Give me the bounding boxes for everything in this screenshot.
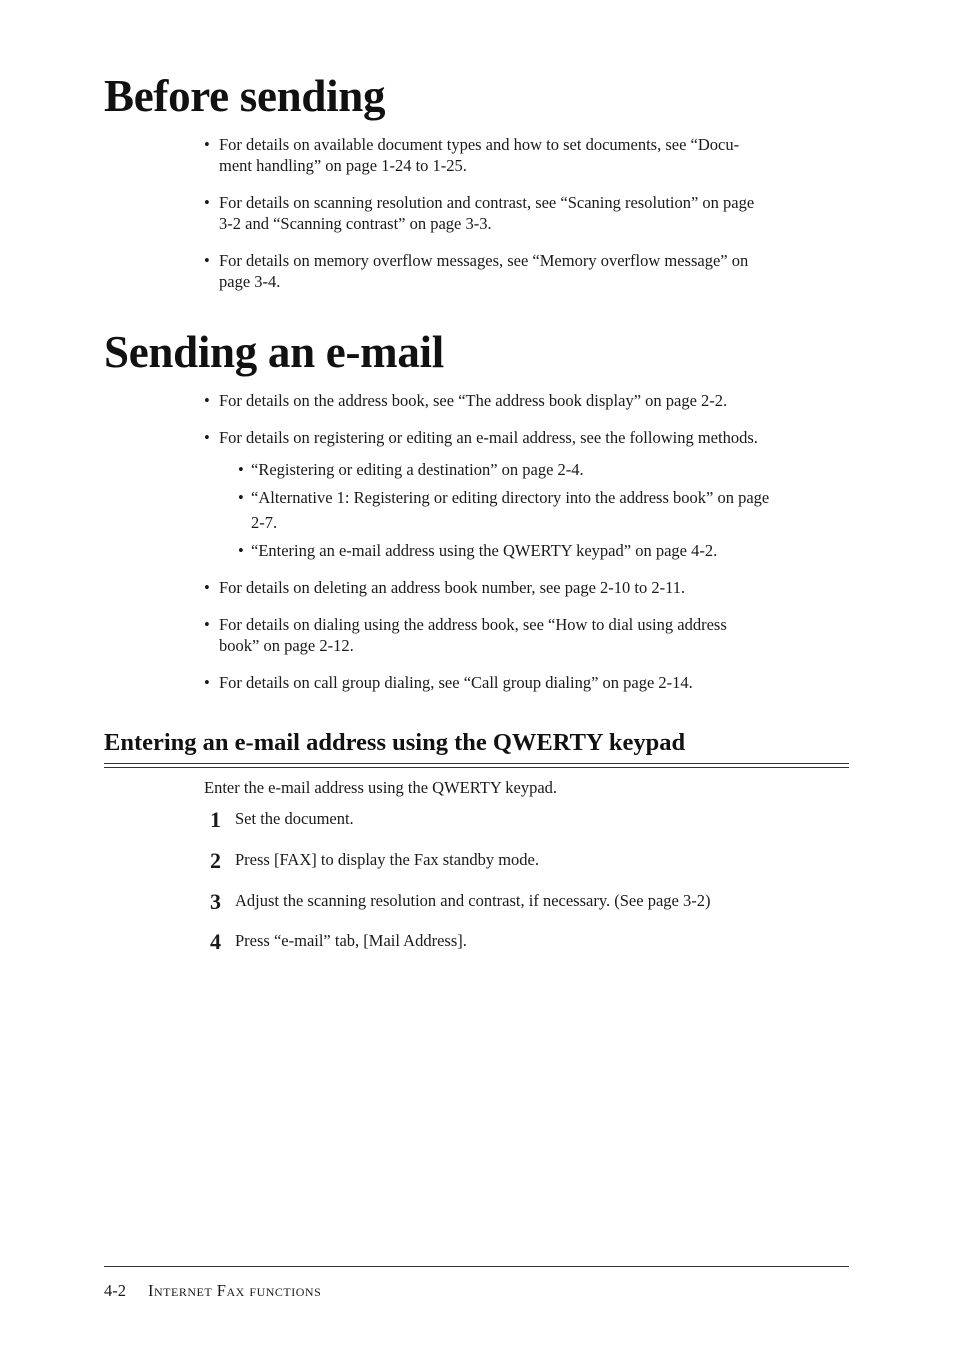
list-item: • For details on registering or editing an e-mail address, see the following methods. [204, 427, 854, 448]
step-number: 1 [210, 807, 221, 832]
footer-rule [104, 1266, 849, 1267]
step-text: Press “e-mail” tab, [Mail Address]. [235, 931, 467, 950]
step-number: 2 [210, 848, 221, 873]
chapter-title: Internet Fax functions [148, 1281, 322, 1300]
step-text: Set the document. [235, 809, 354, 828]
list-item: • For details on dialing using the address book, see “How to dial using address book” on page 2-12. [204, 614, 854, 656]
heading-rule-bottom [104, 767, 849, 768]
heading-sending-an-email: Sending an e-mail [104, 327, 444, 377]
sub-list-item: • “Registering or editing a destination” on page 2-4. [204, 459, 854, 480]
step-3 [204, 890, 854, 918]
list-item: • For details on deleting an address book number, see page 2-10 to 2-11. [204, 577, 854, 598]
sub-list-item: • “Entering an e-mail address using the QWERTY keypad” on page 4-2. [204, 540, 854, 561]
sub-list-item: • “Alternative 1: Registering or editing directory into the address book” on page 2-7. [204, 485, 854, 535]
step-number: 3 [210, 889, 221, 914]
heading-before-sending: Before sending [104, 71, 386, 121]
qwerty-intro-text: Enter the e-mail address using the QWERTY keypad. [204, 778, 558, 797]
list-item: • For details on memory overflow messages, see “Memory overflow message” on page 3-4. [204, 250, 854, 292]
list-item: • For details on call group dialing, see “Call group dialing” on page 2-14. [204, 672, 854, 693]
heading-qwerty-keypad: Entering an e-mail address using the QWERTY keypad [104, 729, 686, 756]
step-text: Press [FAX] to display the Fax standby mode. [235, 850, 540, 869]
list-item: • For details on available document types and how to set documents, see “Docu- ment handling” on page 1-24 to 1-25. [204, 134, 854, 176]
step-4 [204, 930, 854, 958]
step-text: Adjust the scanning resolution and contrast, if necessary. (See page 3-2) [235, 891, 711, 910]
step-2 [204, 849, 854, 877]
sending-email-list [204, 390, 854, 693]
step-number: 4 [210, 929, 221, 954]
page-footer [104, 1280, 321, 1301]
heading-rule-top [104, 763, 849, 764]
step-1 [204, 808, 854, 836]
page-number: 4-2 [104, 1281, 126, 1300]
list-item: • For details on scanning resolution and contrast, see “Scaning resolution” on page 3-2 and “Scanning contrast” on page 3-3. [204, 192, 854, 234]
before-sending-list [204, 134, 854, 292]
list-item: • For details on the address book, see “The address book display” on page 2-2. [204, 390, 854, 411]
